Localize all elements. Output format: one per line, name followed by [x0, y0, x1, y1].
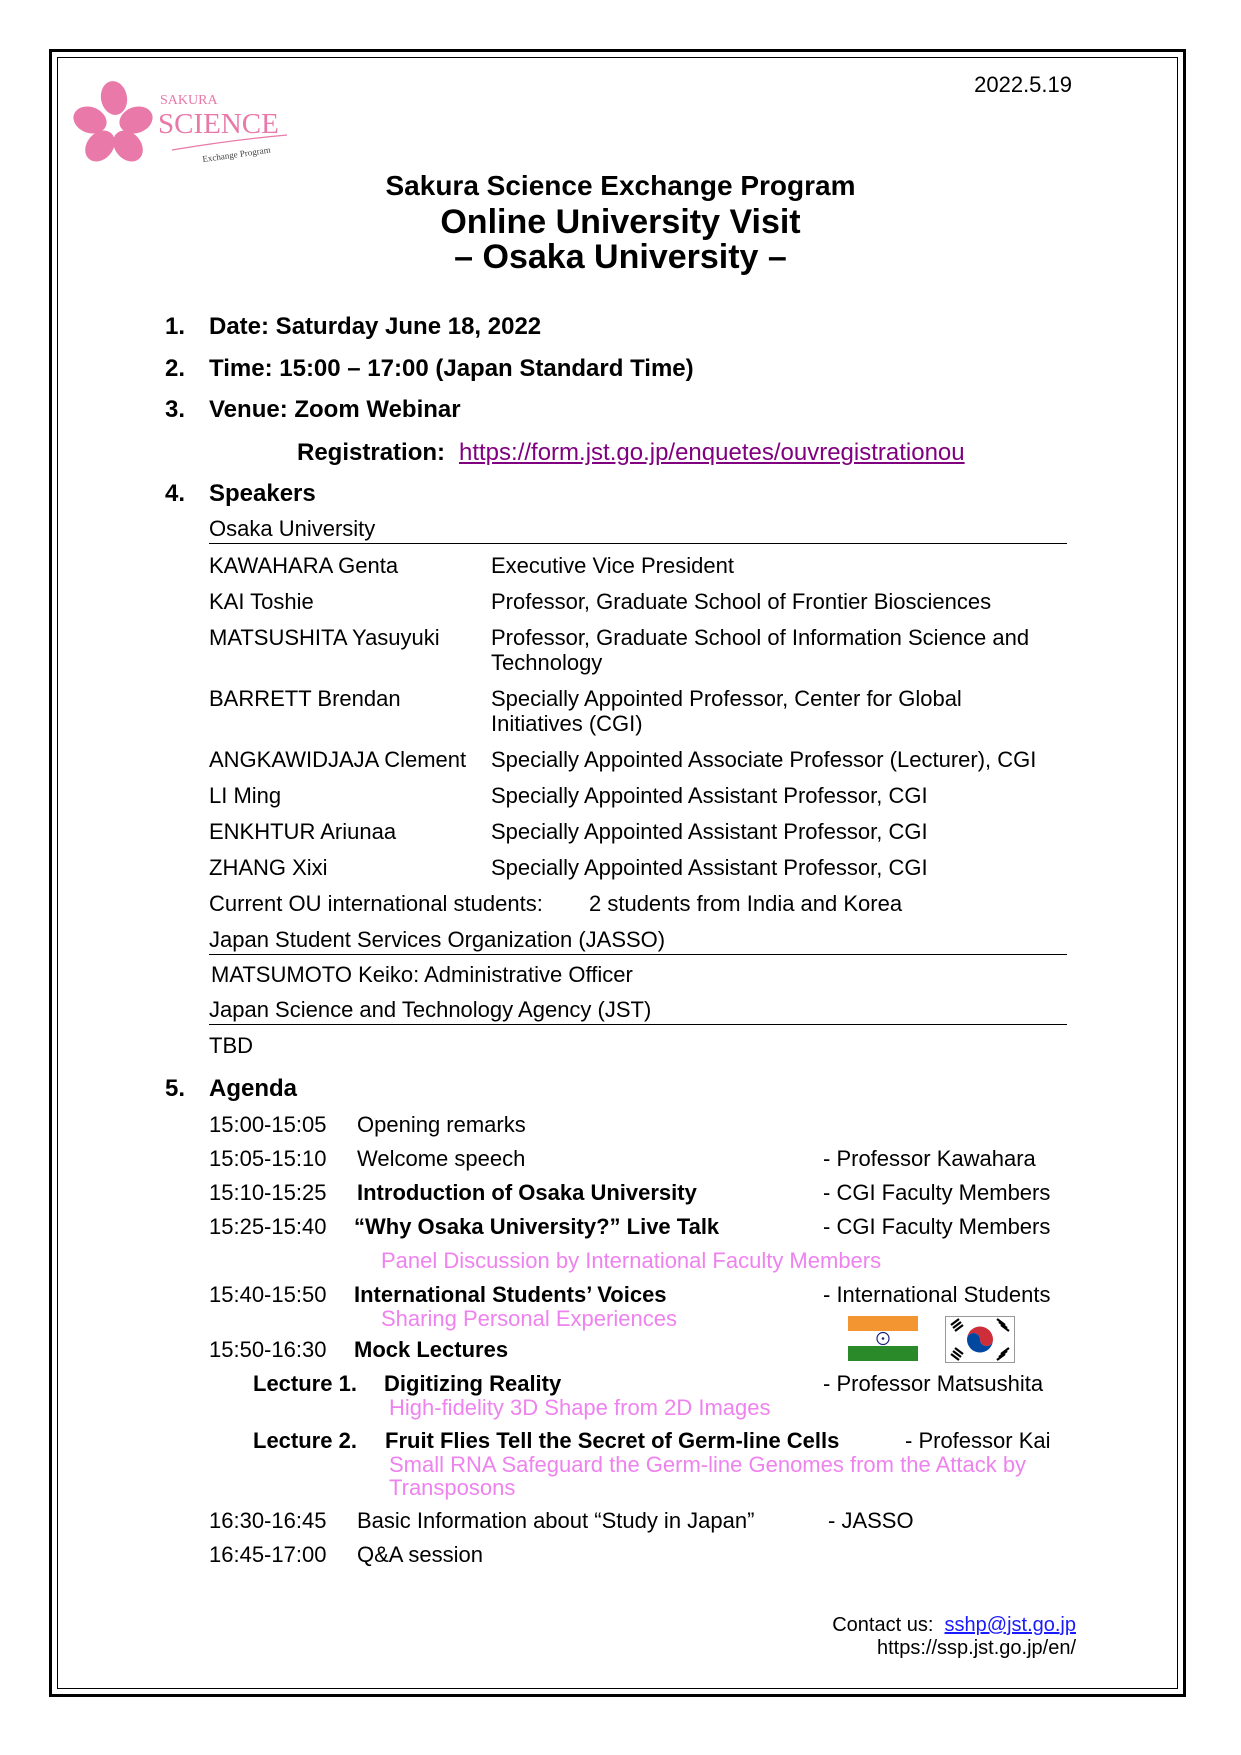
section-speakers: Speakers: [209, 480, 316, 507]
lecture-title: Fruit Flies Tell the Secret of Germ-line Cells: [385, 1428, 840, 1453]
lecture-label: Lecture 1.: [253, 1371, 357, 1396]
agenda-time: 15:40-15:50: [209, 1282, 327, 1307]
agenda-title: Basic Information about “Study in Japan”: [357, 1508, 755, 1533]
speaker-name: KAWAHARA Genta: [209, 553, 399, 578]
section-number-date: 1.: [165, 313, 186, 340]
speaker-role: Specially Appointed Assistant Professor, CGI: [491, 855, 928, 880]
agenda-time: 15:25-15:40: [209, 1214, 327, 1239]
agenda-title: “Why Osaka University?” Live Talk: [354, 1214, 720, 1239]
contact-url[interactable]: https://ssp.jst.go.jp/en/: [877, 1637, 1076, 1659]
section-venue: Venue: Zoom Webinar: [209, 396, 461, 423]
contact-block: [832, 1614, 1076, 1660]
agenda-time: 15:05-15:10: [209, 1146, 327, 1171]
agenda-title: Welcome speech: [357, 1146, 526, 1171]
contact-label: Contact us:: [832, 1614, 934, 1636]
speaker-role: Professor, Graduate School of Information Science and Technology: [491, 625, 1030, 675]
org-heading-jasso: Japan Student Services Organization (JASSO): [209, 927, 1067, 955]
document-date: 2022.5.19: [974, 72, 1072, 97]
speaker-name: ZHANG Xixi: [209, 855, 328, 880]
section-agenda: Agenda: [209, 1075, 298, 1102]
section-time: Time: 15:00 – 17:00 (Japan Standard Time): [209, 355, 694, 382]
registration-link[interactable]: https://form.jst.go.jp/enquetes/ouvregistrationou: [459, 439, 965, 466]
speaker-role: Specially Appointed Assistant Professor, CGI: [491, 783, 928, 808]
agenda-presenter: - Professor Kawahara: [823, 1146, 1036, 1171]
speaker-name: LI Ming: [209, 783, 282, 808]
lecture-subtitle: High-fidelity 3D Shape from 2D Images: [389, 1395, 771, 1420]
korea-flag-icon: [945, 1316, 1015, 1363]
lecture-presenter: - Professor Kai: [905, 1428, 1051, 1453]
agenda-time: 16:30-16:45: [209, 1508, 327, 1533]
speaker-role: Executive Vice President: [491, 553, 734, 578]
agenda-title: Mock Lectures: [354, 1337, 509, 1362]
registration-label: Registration:: [297, 439, 446, 466]
speaker-role: Specially Appointed Professor, Center for Global Initiatives (CGI): [491, 686, 962, 736]
lecture-title: Digitizing Reality: [384, 1371, 562, 1396]
agenda-title: International Students’ Voices: [354, 1282, 667, 1307]
logo-sakura-text: SAKURA: [160, 93, 218, 108]
section-number-time: 2.: [165, 355, 186, 382]
org-heading-osaka: Osaka University: [209, 516, 1067, 544]
section-number-venue: 3.: [165, 396, 186, 423]
speaker-name: MATSUSHITA Yasuyuki: [209, 625, 440, 650]
agenda-presenter: - JASSO: [828, 1508, 914, 1533]
speaker-name: ENKHTUR Ariunaa: [209, 819, 397, 844]
org-heading-jst: Japan Science and Technology Agency (JST): [209, 997, 1067, 1025]
contact-email-link[interactable]: sshp@jst.go.jp: [944, 1614, 1076, 1636]
title-university: – Osaka University –: [454, 238, 787, 276]
agenda-time: 15:10-15:25: [209, 1180, 327, 1205]
agenda-title: Q&A session: [357, 1542, 483, 1567]
agenda-time: 15:00-15:05: [209, 1112, 327, 1137]
agenda-title: Introduction of Osaka University: [357, 1180, 697, 1205]
panel-discussion-note: Panel Discussion by International Faculty Members: [381, 1248, 882, 1273]
lecture-presenter: - Professor Matsushita: [823, 1371, 1044, 1396]
speaker-name: BARRETT Brendan: [209, 686, 401, 711]
voices-note: Sharing Personal Experiences: [381, 1306, 677, 1331]
agenda-presenter: - CGI Faculty Members: [823, 1214, 1051, 1239]
logo-science-text: SCIENCE: [158, 108, 279, 140]
section-number-speakers: 4.: [165, 480, 186, 507]
agenda-presenter: - International Students: [823, 1282, 1051, 1307]
title-visit: Online University Visit: [440, 203, 801, 241]
agenda-title: Opening remarks: [357, 1112, 526, 1137]
logo-sub-text: Exchange Program: [201, 144, 272, 165]
students-value: 2 students from India and Korea: [589, 891, 903, 916]
sakura-science-logo: [72, 80, 302, 170]
speaker-name: ANGKAWIDJAJA Clement: [209, 747, 467, 772]
india-flag-icon: [848, 1316, 918, 1361]
agenda-time: 15:50-16:30: [209, 1337, 327, 1362]
lecture-subtitle-continued: Transposons: [389, 1475, 516, 1500]
lecture-label: Lecture 2.: [253, 1428, 357, 1453]
section-number-agenda: 5.: [165, 1075, 186, 1102]
speaker-role: Professor, Graduate School of Frontier Biosciences: [491, 589, 992, 614]
students-label: Current OU international students:: [209, 891, 543, 916]
lecture-subtitle: Small RNA Safeguard the Germ-line Genomes from the Attack by: [389, 1452, 1027, 1477]
agenda-time: 16:45-17:00: [209, 1542, 327, 1567]
speaker-role: Specially Appointed Associate Professor (Lecturer), CGI: [491, 747, 1037, 772]
title-program: Sakura Science Exchange Program: [385, 170, 856, 201]
jst-speaker: TBD: [209, 1033, 253, 1058]
speaker-name: KAI Toshie: [209, 589, 314, 614]
section-date: Date: Saturday June 18, 2022: [209, 313, 542, 340]
speaker-role: Specially Appointed Assistant Professor, CGI: [491, 819, 928, 844]
agenda-presenter: - CGI Faculty Members: [823, 1180, 1051, 1205]
jasso-speaker: MATSUMOTO Keiko: Administrative Officer: [211, 962, 633, 987]
